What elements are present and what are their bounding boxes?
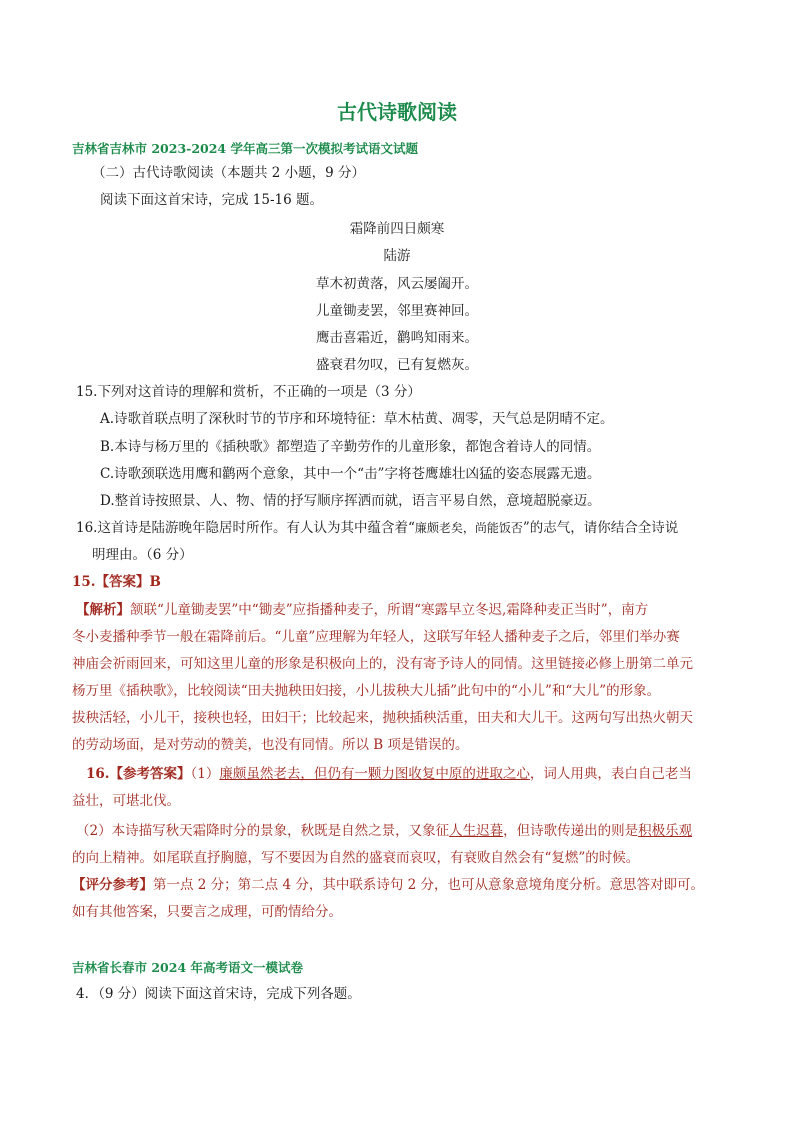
poem-title: 霜降前四日颇寒 (349, 221, 445, 237)
answer-16-label: 16.【参考答案】 (86, 766, 191, 782)
poem-line: 鹰击喜霜近，鹳鸣知雨来。 (316, 330, 478, 346)
answer-16-underlined: 人生迟暮 (449, 823, 504, 839)
q15-option-a: A.诗歌首联点明了深秋时节的节序和环境特征：草木枯黄、凋零，天气总是阴晴不定。 (100, 411, 614, 427)
instruction-text: 阅读下面这首宋诗，完成 15-16 题。 (100, 192, 324, 208)
q16-stem-part: ”的志气，请你结合全诗说 (522, 520, 679, 536)
q15-option-c: C.诗歌颈联选用鹰和鹳两个意象，其中一个“击”字将苍鹰雄壮凶猛的姿态展露无遗。 (100, 466, 601, 482)
answer-16-underlined: 廉颇虽然老去，但仍有一颗力图收复中原的进取之心 (219, 766, 530, 782)
question-16-stem-cont: 明理由。（6 分） (92, 547, 193, 563)
q15-option-b: B.本诗与杨万里的《插秧歌》都塑造了辛勤劳作的儿童形象，都饱含着诗人的同情。 (100, 439, 601, 455)
section-header: （二）古代诗歌阅读（本题共 2 小题，9 分） (92, 165, 366, 181)
poem-line: 儿童锄麦罢，邻里赛神回。 (316, 303, 478, 319)
answer-16-line: 的向上精神。如尾联直抒胸臆，写不要因为自然的盛衰而哀叹，有衰败自然会有“复燃”的时候。 (72, 850, 640, 866)
grading-line (72, 875, 704, 895)
analysis-line (76, 600, 648, 620)
q16-stem-part: 16.这首诗是陆游晚年隐居时所作。有人认为其中蕴含着“ (76, 520, 415, 536)
poem-author: 陆游 (383, 248, 411, 264)
answer-16-line: 益壮，可堪北伐。 (72, 793, 180, 809)
answer-16-text: ，词人用典，表白自己老当 (529, 766, 692, 782)
answer-16-text: （2）本诗描写秋天霜降时分的景象，秋既是自然之景，又象征 (76, 823, 450, 839)
analysis-line: 的劳动场面，是对劳动的赞美，也没有同情。所以 B 项是错误的。 (72, 737, 469, 753)
source-heading-1: 吉林省吉林市 2023-2024 学年高三第一次模拟考试语文试题 (72, 141, 418, 156)
poem-line: 草木初黄落，风云屡阖开。 (316, 276, 478, 292)
answer-15-label: 15.【答案】B (72, 574, 161, 590)
question-16-stem (76, 518, 678, 538)
analysis-line: 神庙会祈雨回来，可知这里儿童的形象是积极向上的，没有寄予诗人的同情。这里链接必修上册第二单元 (72, 656, 693, 672)
answer-16-line (76, 821, 692, 841)
question-4-stem: 4．（9 分）阅读下面这首宋诗，完成下列各题。 (76, 986, 361, 1002)
answer-16-line (86, 764, 692, 784)
grading-tag: 【评分参考】 (72, 877, 153, 893)
grading-line: 如有其他答案，只要言之成理，可酌情给分。 (72, 904, 342, 920)
poem-line: 盛衰君勿叹，已有复燃灰。 (316, 357, 478, 373)
analysis-line: 杨万里《插秧歌》，比较阅读“田夫抛秧田妇接，小儿拔秧大儿插”此句中的“小儿”和“大儿”的形象。 (72, 683, 661, 699)
answer-16-underlined: 积极乐观 (638, 823, 693, 839)
answer-16-text: （1） (190, 766, 220, 782)
q15-option-d: D.整首诗按照景、人、物、情的抒写顺序挥洒而就，语言平易自然，意境超脱豪迈。 (100, 493, 601, 509)
page-title: 古代诗歌阅读 (337, 100, 457, 124)
source-heading-2: 吉林省长春市 2024 年高考语文一模试卷 (72, 960, 303, 975)
question-15-stem: 15.下列对这首诗的理解和赏析，不正确的一项是（3 分） (76, 384, 421, 400)
analysis-text: 颔联“儿童锄麦罢”中“锄麦”应指播种麦子，所谓“寒露早立冬迟,霜降种麦正当时”，南方 (130, 602, 649, 618)
analysis-tag: 【解析】 (76, 602, 130, 618)
analysis-line: 拔秧活轻，小儿干，接秧也轻，田妇干；比较起来，抛秧插秧活重，田夫和大儿干。这两句写出热火朝天 (72, 710, 693, 726)
answer-16-text: ，但诗歌传递出的则是 (503, 823, 639, 839)
q16-quote: 廉颇老矣，尚能饭否 (414, 521, 523, 535)
analysis-line: 冬小麦播种季节一般在霜降前后。“儿童”应理解为年轻人，这联写年轻人播种麦子之后，邻里们举办赛 (72, 629, 680, 645)
grading-text: 第一点 2 分；第二点 4 分，其中联系诗句 2 分，也可从意象意境角度分析。意思答对即可。 (153, 877, 705, 893)
